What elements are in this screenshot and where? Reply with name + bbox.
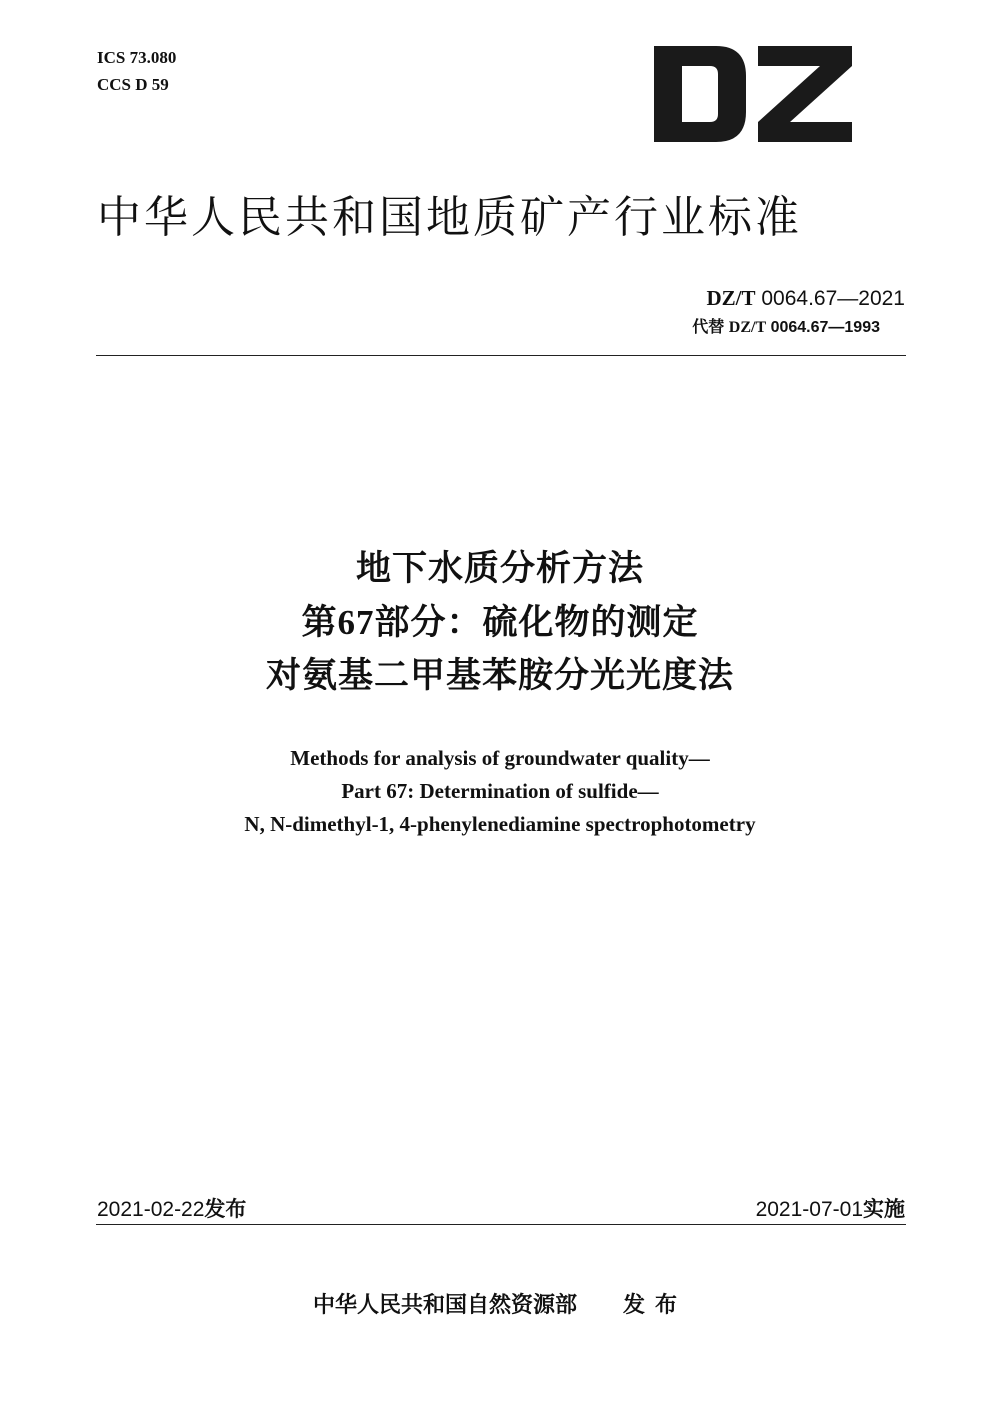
issuer-name: 中华人民共和国自然资源部 xyxy=(312,1293,577,1318)
top-divider xyxy=(96,355,906,356)
replaced-standard xyxy=(692,316,880,340)
replaces-prefix: DZ/T xyxy=(728,319,767,336)
ics-code: ICS 73.080 xyxy=(97,48,177,67)
effective-date-value: 2021-07-01 xyxy=(755,1198,863,1221)
bottom-divider xyxy=(96,1224,906,1225)
cn-title-part-number: 67 xyxy=(337,603,375,642)
cn-title-part-prefix: 第 xyxy=(301,603,338,643)
industry-standard-title: 中华人民共和国地质矿产行业标准 xyxy=(97,192,802,243)
classification-codes xyxy=(97,44,176,98)
issue-date-label: 发布 xyxy=(204,1197,247,1221)
issuing-authority xyxy=(0,1290,1000,1322)
cn-title-line-2 xyxy=(0,596,1000,650)
replaces-number: 0064.67—1993 xyxy=(770,319,880,336)
replaces-label: 代替 xyxy=(692,319,725,336)
en-title-line-1: Methods for analysis of groundwater quality— xyxy=(290,746,710,770)
chinese-document-title xyxy=(0,543,1000,703)
standard-code-prefix: DZ/T xyxy=(706,286,756,310)
issue-date-value: 2021-02-22 xyxy=(97,1198,205,1221)
effective-date xyxy=(756,1195,905,1224)
ccs-code: CCS D 59 xyxy=(97,75,169,94)
english-document-title xyxy=(0,742,1000,841)
cn-title-line-3: 对氨基二甲基苯胺分光光度法 xyxy=(265,656,734,696)
cn-title-part-suffix: 部分：硫化物的测定 xyxy=(374,603,699,643)
issue-date xyxy=(97,1195,246,1224)
cn-title-line-1: 地下水质分析方法 xyxy=(355,549,644,589)
effective-date-label: 实施 xyxy=(863,1197,905,1221)
en-title-line-2: Part 67: Determination of sulfide— xyxy=(341,779,659,803)
issuer-action: 发布 xyxy=(623,1293,688,1318)
en-title-line-3: N, N-dimethyl-1, 4-phenylenediamine spectrophotometry xyxy=(244,812,756,836)
standard-code-number: 0064.67—2021 xyxy=(761,287,905,310)
dz-logo xyxy=(654,46,852,142)
standard-number xyxy=(707,283,906,314)
